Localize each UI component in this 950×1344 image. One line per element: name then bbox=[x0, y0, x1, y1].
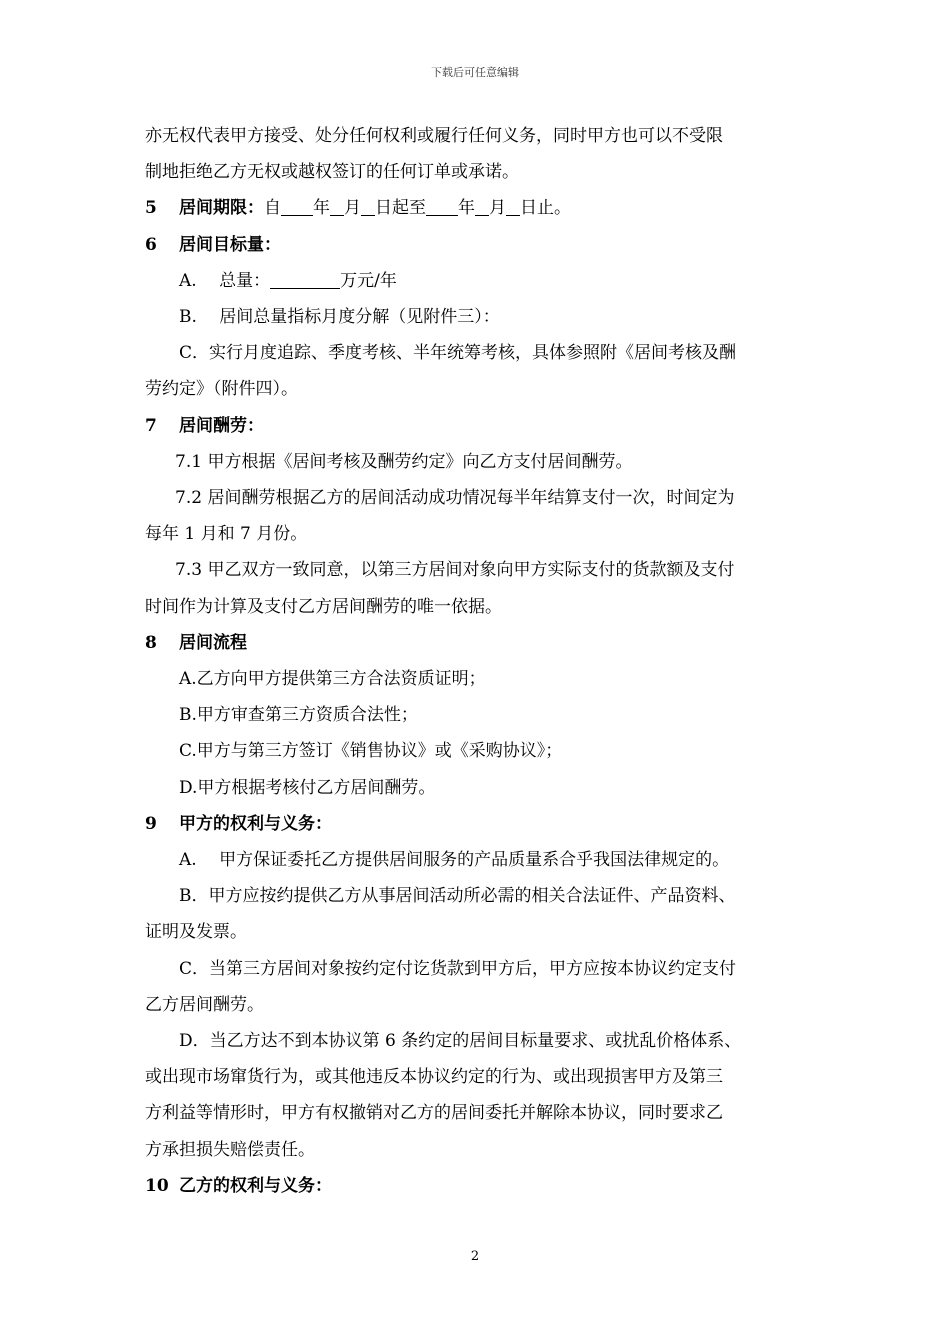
section-10-number: 10 bbox=[145, 1175, 169, 1196]
section-10-title: 乙方的权利与义务： bbox=[179, 1175, 332, 1196]
section-8-item-d: D.甲方根据考核付乙方居间酬劳。 bbox=[179, 777, 436, 798]
term-text: 月 bbox=[489, 198, 506, 219]
section-7-3-line-1: 7.3 甲乙双方一致同意，以第三方居间对象向甲方实际支付的货款额及支付 bbox=[175, 560, 735, 581]
section-6-item-c-line-1: C．实行月度追踪、季度考核、半年统筹考核，具体参照附《居间考核及酬 bbox=[179, 343, 737, 364]
section-5-number: 5 bbox=[145, 198, 157, 219]
section-6-item-a bbox=[145, 263, 807, 299]
section-9-item-b-line-2: 证明及发票。 bbox=[145, 922, 247, 943]
section-7-title: 居间酬劳： bbox=[179, 415, 264, 436]
section-9-item-d-line-2: 或出现市场窜货行为，或其他违反本协议约定的行为、或出现损害甲方及第三 bbox=[145, 1067, 723, 1088]
section-9-item-d-line-4: 方承担损失赔偿责任。 bbox=[145, 1139, 315, 1160]
blank-total-amount bbox=[270, 270, 340, 289]
section-6-heading bbox=[145, 227, 807, 263]
term-text: 日止。 bbox=[520, 198, 571, 219]
term-text: 日起至 bbox=[375, 198, 426, 219]
section-6-number: 6 bbox=[145, 234, 157, 255]
section-9-item-d-line-3: 方利益等情形时，甲方有权撤销对乙方的居间委托并解除本协议，同时要求乙 bbox=[145, 1103, 723, 1124]
section-9-item-d-line-1: D．当乙方达不到本协议第 6 条约定的居间目标量要求、或扰乱价格体系、 bbox=[179, 1031, 742, 1052]
section-7-3-line-2: 时间作为计算及支付乙方居间酬劳的唯一依据。 bbox=[145, 596, 502, 617]
section-7-number: 7 bbox=[145, 415, 157, 436]
document-body bbox=[145, 118, 807, 1204]
section-8-number: 8 bbox=[145, 632, 157, 653]
term-text: 自 bbox=[264, 198, 281, 219]
section-5-title: 居间期限： bbox=[179, 198, 264, 219]
blank-year-end bbox=[426, 197, 458, 216]
section-9-item-c-line-2: 乙方居间酬劳。 bbox=[145, 994, 264, 1015]
item-a-label: A. 总量： bbox=[179, 270, 271, 291]
section-6-title: 居间目标量： bbox=[179, 234, 281, 255]
section-9-heading bbox=[145, 806, 807, 842]
section-9-item-b-line-1: B．甲方应按约提供乙方从事居间活动所必需的相关合法证件、产品资料、 bbox=[179, 886, 736, 907]
item-a-unit: 万元/年 bbox=[340, 270, 397, 291]
blank-month-start bbox=[330, 197, 344, 216]
section-7-1: 7.1 甲方根据《居间考核及酬劳约定》向乙方支付居间酬劳。 bbox=[175, 451, 633, 472]
section-9-number: 9 bbox=[145, 813, 157, 834]
intro-line-2: 制地拒绝乙方无权或越权签订的任何订单或承诺。 bbox=[145, 162, 519, 183]
blank-day-start bbox=[361, 197, 375, 216]
page-number: 2 bbox=[470, 1249, 480, 1264]
section-10-heading bbox=[145, 1168, 807, 1204]
blank-year-start bbox=[281, 197, 313, 216]
section-9-title: 甲方的权利与义务： bbox=[179, 813, 332, 834]
term-text: 年 bbox=[458, 198, 475, 219]
section-7-heading bbox=[145, 408, 807, 444]
section-5 bbox=[145, 190, 807, 226]
term-text: 年 bbox=[313, 198, 330, 219]
section-7-2-line-1: 7.2 居间酬劳根据乙方的居间活动成功情况每半年结算支付一次，时间定为 bbox=[175, 488, 735, 509]
section-9-item-a: A. 甲方保证委托乙方提供居间服务的产品质量系合乎我国法律规定的。 bbox=[179, 850, 730, 871]
section-8-item-a: A.乙方向甲方提供第三方合法资质证明； bbox=[179, 669, 486, 690]
section-6-item-c-line-2: 劳约定》（附件四）。 bbox=[145, 379, 298, 400]
term-text: 月 bbox=[344, 198, 361, 219]
section-6-item-b: B. 居间总量指标月度分解（见附件三）： bbox=[179, 307, 500, 328]
section-8-item-b: B.甲方审查第三方资质合法性； bbox=[179, 705, 418, 726]
blank-day-end bbox=[506, 197, 520, 216]
section-7-2-line-2: 每年 1 月和 7 月份。 bbox=[145, 524, 308, 545]
section-8-item-c: C.甲方与第三方签订《销售协议》或《采购协议》； bbox=[179, 741, 563, 762]
page-header: 下载后可任意编辑 bbox=[431, 66, 519, 79]
intro-line-1: 亦无权代表甲方接受、处分任何权利或履行任何义务，同时甲方也可以不受限 bbox=[145, 126, 723, 146]
blank-month-end bbox=[475, 197, 489, 216]
section-9-item-c-line-1: C．当第三方居间对象按约定付讫货款到甲方后，甲方应按本协议约定支付 bbox=[179, 958, 737, 979]
section-8-heading bbox=[145, 625, 807, 661]
section-8-title: 居间流程 bbox=[179, 632, 247, 653]
